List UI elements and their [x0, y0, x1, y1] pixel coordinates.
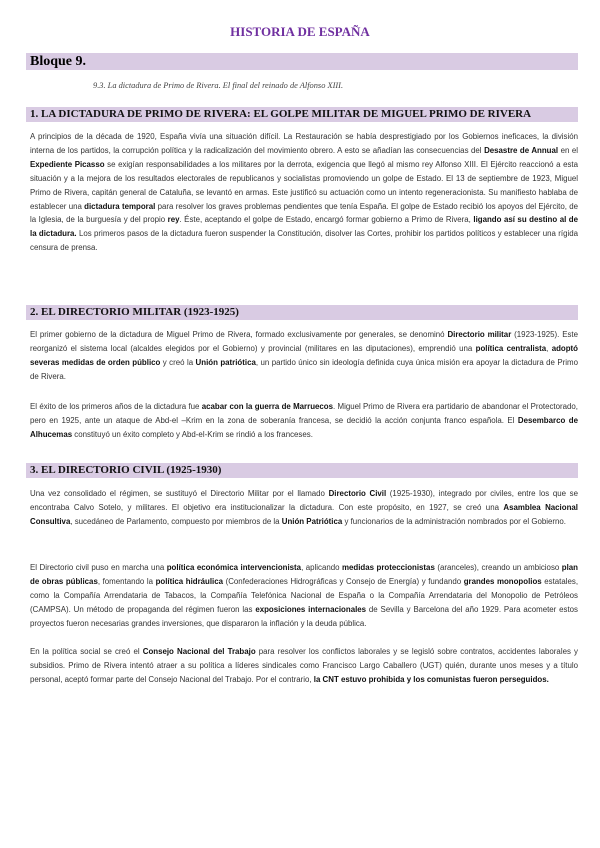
section-3-paragraph-3 — [30, 645, 578, 687]
bold-term: Expediente Picasso — [30, 159, 105, 169]
section-2-title: 2. EL DIRECTORIO MILITAR (1923-1925) — [30, 306, 239, 318]
text-run: El éxito de los primeros años de la dictadura fue — [30, 402, 202, 411]
bold-term: Unión Patriótica — [281, 516, 343, 526]
text-run: , un partido único sin ideología definida cuya única misión era apoyar la dictadura de Primo de Rivera. — [30, 357, 578, 381]
section-3-paragraph-1 — [30, 487, 578, 529]
text-run: En la política social se creó el — [30, 647, 143, 656]
bold-term: política centralista — [475, 343, 547, 353]
section-1-paragraph-1 — [30, 130, 578, 255]
bold-term: medidas proteccionistas — [342, 563, 435, 572]
bold-term: adoptó severas medidas de orden público — [30, 343, 578, 367]
bold-term: Consejo Nacional del Trabajo — [142, 647, 256, 656]
text-run: se exigían responsabilidades a los militares por la derrota, exigencia que llegó al mismo rey Alfonso XIII. El Ejército reaccionó a esta situación y a la mejora de los resultados electorales de republicanos y socialistas promoviendo un golpe de Estado. El 13 de septiembre de 1923, Miguel Primo de Rivera, capitán general de Cataluña, se levantó en armas. Este justificó su actuación como un intento regeneracionista. Su manifiesto hablaba de establecer una — [30, 159, 578, 211]
section-3-title: 3. EL DIRECTORIO CIVIL (1925-1930) — [30, 464, 222, 476]
text-run: para resolver los graves problemas pendientes que tenía España. El golpe de Estado recibió los apoyos del Ejército, de la Iglesia, de la burguesía y del propio — [30, 201, 578, 225]
bold-term: grandes monopolios — [463, 576, 542, 586]
text-run: y creó la — [160, 357, 196, 367]
text-run: de Sevilla y Barcelona del año 1929. Para acometer estos proyectos fueron necesarias grandes inversiones, que dispararon la inflación y la deuda pública. — [30, 604, 579, 628]
text-run: (aranceles), creando un ambicioso — [434, 563, 562, 572]
bold-term: plan de obras públicas — [30, 563, 578, 586]
text-run: , sucedáneo de Parlamento, compuesto por miembros de la — [70, 516, 282, 526]
bold-term: rey — [167, 215, 180, 225]
block-heading-bar — [26, 53, 578, 70]
text-run: para resolver los conflictos laborales y se legisló sobre contratos, accidentes laborales y subsidios. Primo de Rivera intentó atraer a su política a líderes sindicales como Francisco Largo Caballero (UGT) quién, durante unos meses y a título personal, aceptó formar parte del Consejo Nacional del Trabajo. Por el contrario, — [30, 647, 578, 684]
bold-term: acabar con la guerra de Marruecos — [201, 402, 333, 411]
text-run: A principios de la década de 1920, España vivía una situación difícil. La Restauración se había desprestigiado por los Gobiernos ineficaces, la división interna de los partidos, la corrupción política y la radicalización del movimiento obrero. A esto se añadían las consecuencias del — [30, 132, 578, 155]
bold-term: Desembarco de Alhucemas — [30, 415, 578, 439]
bold-term: Unión patriótica — [195, 357, 256, 367]
text-run: (1923-1925). Este reorganizó el sistema local (alcaldes elegidos por el Gobierno) y provincial (militares en las diputaciones), emprendió una — [30, 330, 579, 353]
block-subtitle: 9.3. La dictadura de Primo de Rivera. El final del reinado de Alfonso XIII. — [93, 81, 344, 90]
section-3-paragraph-2 — [30, 561, 578, 631]
text-run: . Miguel Primo de Rivera era partidario de abandonar el Protectorado, pero en 1925, ante un ataque de Abd-el –Krim en la zona de soberanía francesa, se decidió la acción conjunta franco española. El — [30, 402, 578, 425]
bold-term: política hidráulica — [155, 576, 224, 586]
text-run: Los primeros pasos de la dictadura fueron suspender la Constitución, disolver las Cortes, prohibir los partidos políticos y establecer una rígida censura de prensa. — [30, 229, 579, 253]
text-run: , — [546, 343, 552, 353]
text-run: y funcionarios de la administración nombrados por el Gobierno. — [342, 516, 566, 526]
section-1-title: 1. LA DICTADURA DE PRIMO DE RIVERA: EL GOLPE MILITAR DE MIGUEL PRIMO DE RIVERA — [30, 108, 532, 120]
text-run: (1925-1930), integrado por civiles, entre los que se encontraba Calvo Sotelo, y militares. El objetivo era institucionalizar la dictadura. Con este propósito, en 1927, se creó una — [30, 489, 579, 512]
bold-term: dictadura temporal — [84, 201, 156, 211]
block-title: Bloque 9. — [30, 54, 87, 69]
bold-term: la CNT estuvo prohibida y los comunistas fueron perseguidos. — [313, 674, 549, 684]
bold-term: política económica intervencionista — [166, 563, 302, 572]
bold-term: Directorio militar — [447, 330, 512, 339]
text-run: El primer gobierno de la dictadura de Miguel Primo de Rivera, formado exclusivamente por generales, se denominó — [30, 330, 448, 339]
bold-term: exposiciones internacionales — [255, 604, 367, 614]
text-run: . Éste, aceptando el golpe de Estado, encargó formar gobierno a Primo de Rivera, — [179, 215, 474, 225]
section-2-paragraph-1 — [30, 328, 578, 384]
bold-term: Directorio Civil — [328, 489, 387, 498]
text-run: Una vez consolidado el régimen, se sustituyó el Directorio Militar por el llamado — [30, 489, 329, 498]
text-run: El Directorio civil puso en marcha una — [30, 563, 167, 572]
text-run: , aplicando — [301, 563, 343, 572]
text-run: (Confederaciones Hidrográficas y Consejo de Energía) y fundando — [223, 576, 464, 586]
bold-term: Asamblea Nacional Consultiva — [30, 502, 578, 526]
document-title: HISTORIA DE ESPAÑA — [230, 24, 370, 39]
bold-term: ligando así su destino al de la dictadura. — [30, 215, 578, 239]
text-run: estatales, como la Compañía Arrendataria de Tabacos, la Compañía Telefónica Nacional de España o la Compañía Arrendataria del Monopolio de Petróleos (CAMPSA). Un método de propaganda del régimen fueron las — [30, 576, 579, 614]
text-run: en el — [558, 145, 578, 155]
section-2-paragraph-2 — [30, 400, 578, 442]
bold-term: Desastre de Annual — [484, 145, 559, 155]
text-run: , fomentando la — [97, 576, 156, 586]
text-run: constituyó un éxito completo y Abd-el-Krim se rindió a los franceses. — [72, 429, 313, 439]
